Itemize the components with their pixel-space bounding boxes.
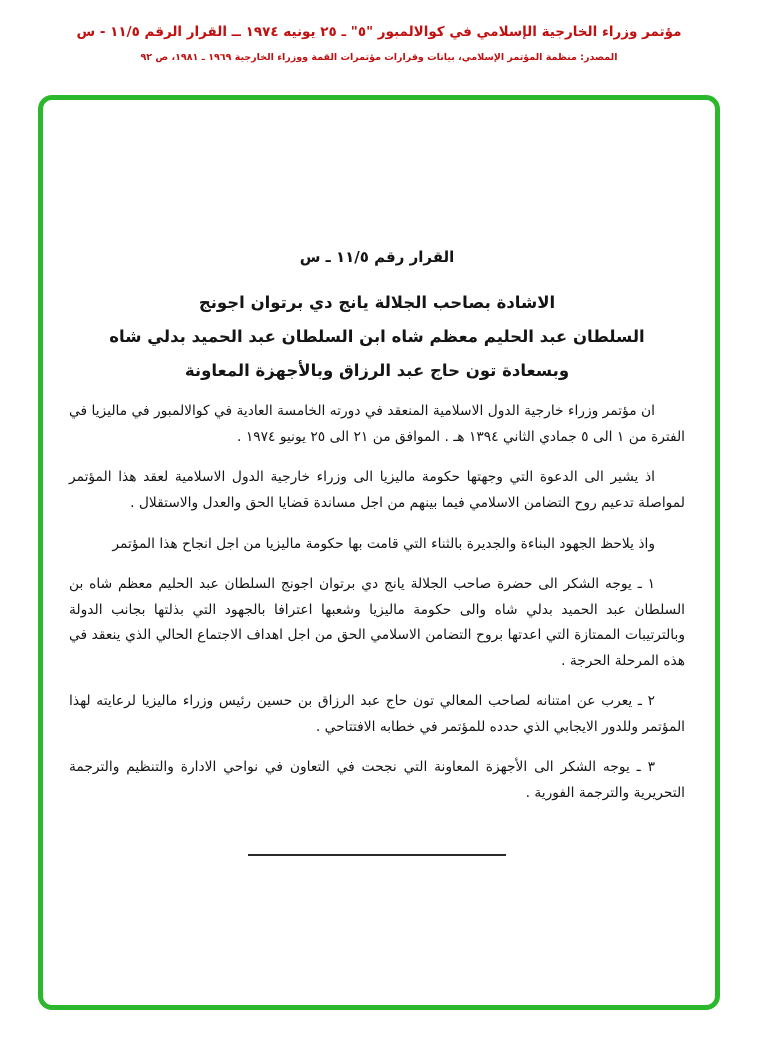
operative-clause-1: ١ ـ يوجه الشكر الى حضرة صاحب الجلالة يانج دي برتوان اجونج السلطان عبد الحليم معظم شاه بن السلطان عبد الحميد بدلي شاه والى حكومة ماليزيا وشعبها اعترافا بالجهود التي بذلتها بجانب الدولة وبالترتيبات الممتازة التي اعدتها بروح التضامن الاسلامي الحق من اجل اهداف الاجتماع الحالي الذي ينعقد في هذه المرحلة الحرجة . [69, 576, 685, 669]
operative-clause-2: ٢ ـ يعرب عن امتنانه لصاحب المعالي تون حاج عبد الرزاق بن حسين رئيس وزراء ماليزيا لرعايته لهذا المؤتمر وللدور الايجابي الذي حدده للمؤتمر في خطابه الافتتاحي . [69, 693, 685, 735]
header-title: مؤتمر وزراء الخارجية الإسلامي في كوالالمبور "٥" ـ ٢٥ يونيه ١٩٧٤ ــ القرار الرقم ١١/٥ - س [76, 24, 682, 40]
resolution-number: القرار رقم ١١/٥ ـ س [299, 248, 455, 266]
operative-clause-3: ٣ ـ يوجه الشكر الى الأجهزة المعاونة التي نجحت في التعاون في نواحي الادارة والتنظيم والترجمة التحريرية والترجمة الفورية . [69, 759, 685, 801]
document-frame-border [38, 95, 720, 1010]
resolution-title-line-2: السلطان عبد الحليم معظم شاه ابن السلطان عبد الحميد بدلي شاه [109, 326, 645, 346]
document-body [69, 248, 685, 856]
preamble-paragraph-1: ان مؤتمر وزراء خارجية الدول الاسلامية المنعقد في دورته الخامسة العادية في كوالالمبور في ماليزيا في الفترة من ١ الى ٥ جمادي الثاني ١٣٩٤ هـ . الموافق من ٢١ الى ٢٥ يونيو ١٩٧٤ . [69, 403, 685, 445]
resolution-title-line-1: الاشادة بصاحب الجلالة يانج دي برتوان اجونج [198, 293, 556, 312]
resolution-title-line-3: وبسعادة تون حاج عبد الرزاق وبالأجهزة المعاونة [184, 360, 570, 380]
document-header [0, 24, 758, 63]
preamble-paragraph-3: واذ يلاحظ الجهود البناءة والجديرة بالثناء التي قامت بها حكومة ماليزيا من اجل انجاح هذا المؤتمر [112, 535, 655, 552]
header-source-citation: المصدر: منظمة المؤتمر الإسلامي، بيانات وقرارات مؤتمرات القمة ووزراء الخارجية ١٩٦٩ ـ ١٩٨١، ص ٩٢ [140, 52, 618, 63]
preamble-paragraph-2: اذ يشير الى الدعوة التي وجهتها حكومة ماليزيا الى وزراء خارجية الدول الاسلامية لعقد هذا المؤتمر لمواصلة تدعيم روح التضامن الاسلامي فيما بينهم من اجل مساندة قضايا الحق والعدل والاستقلال . [69, 469, 685, 511]
resolution-title [69, 286, 685, 387]
closing-divider [248, 854, 506, 856]
